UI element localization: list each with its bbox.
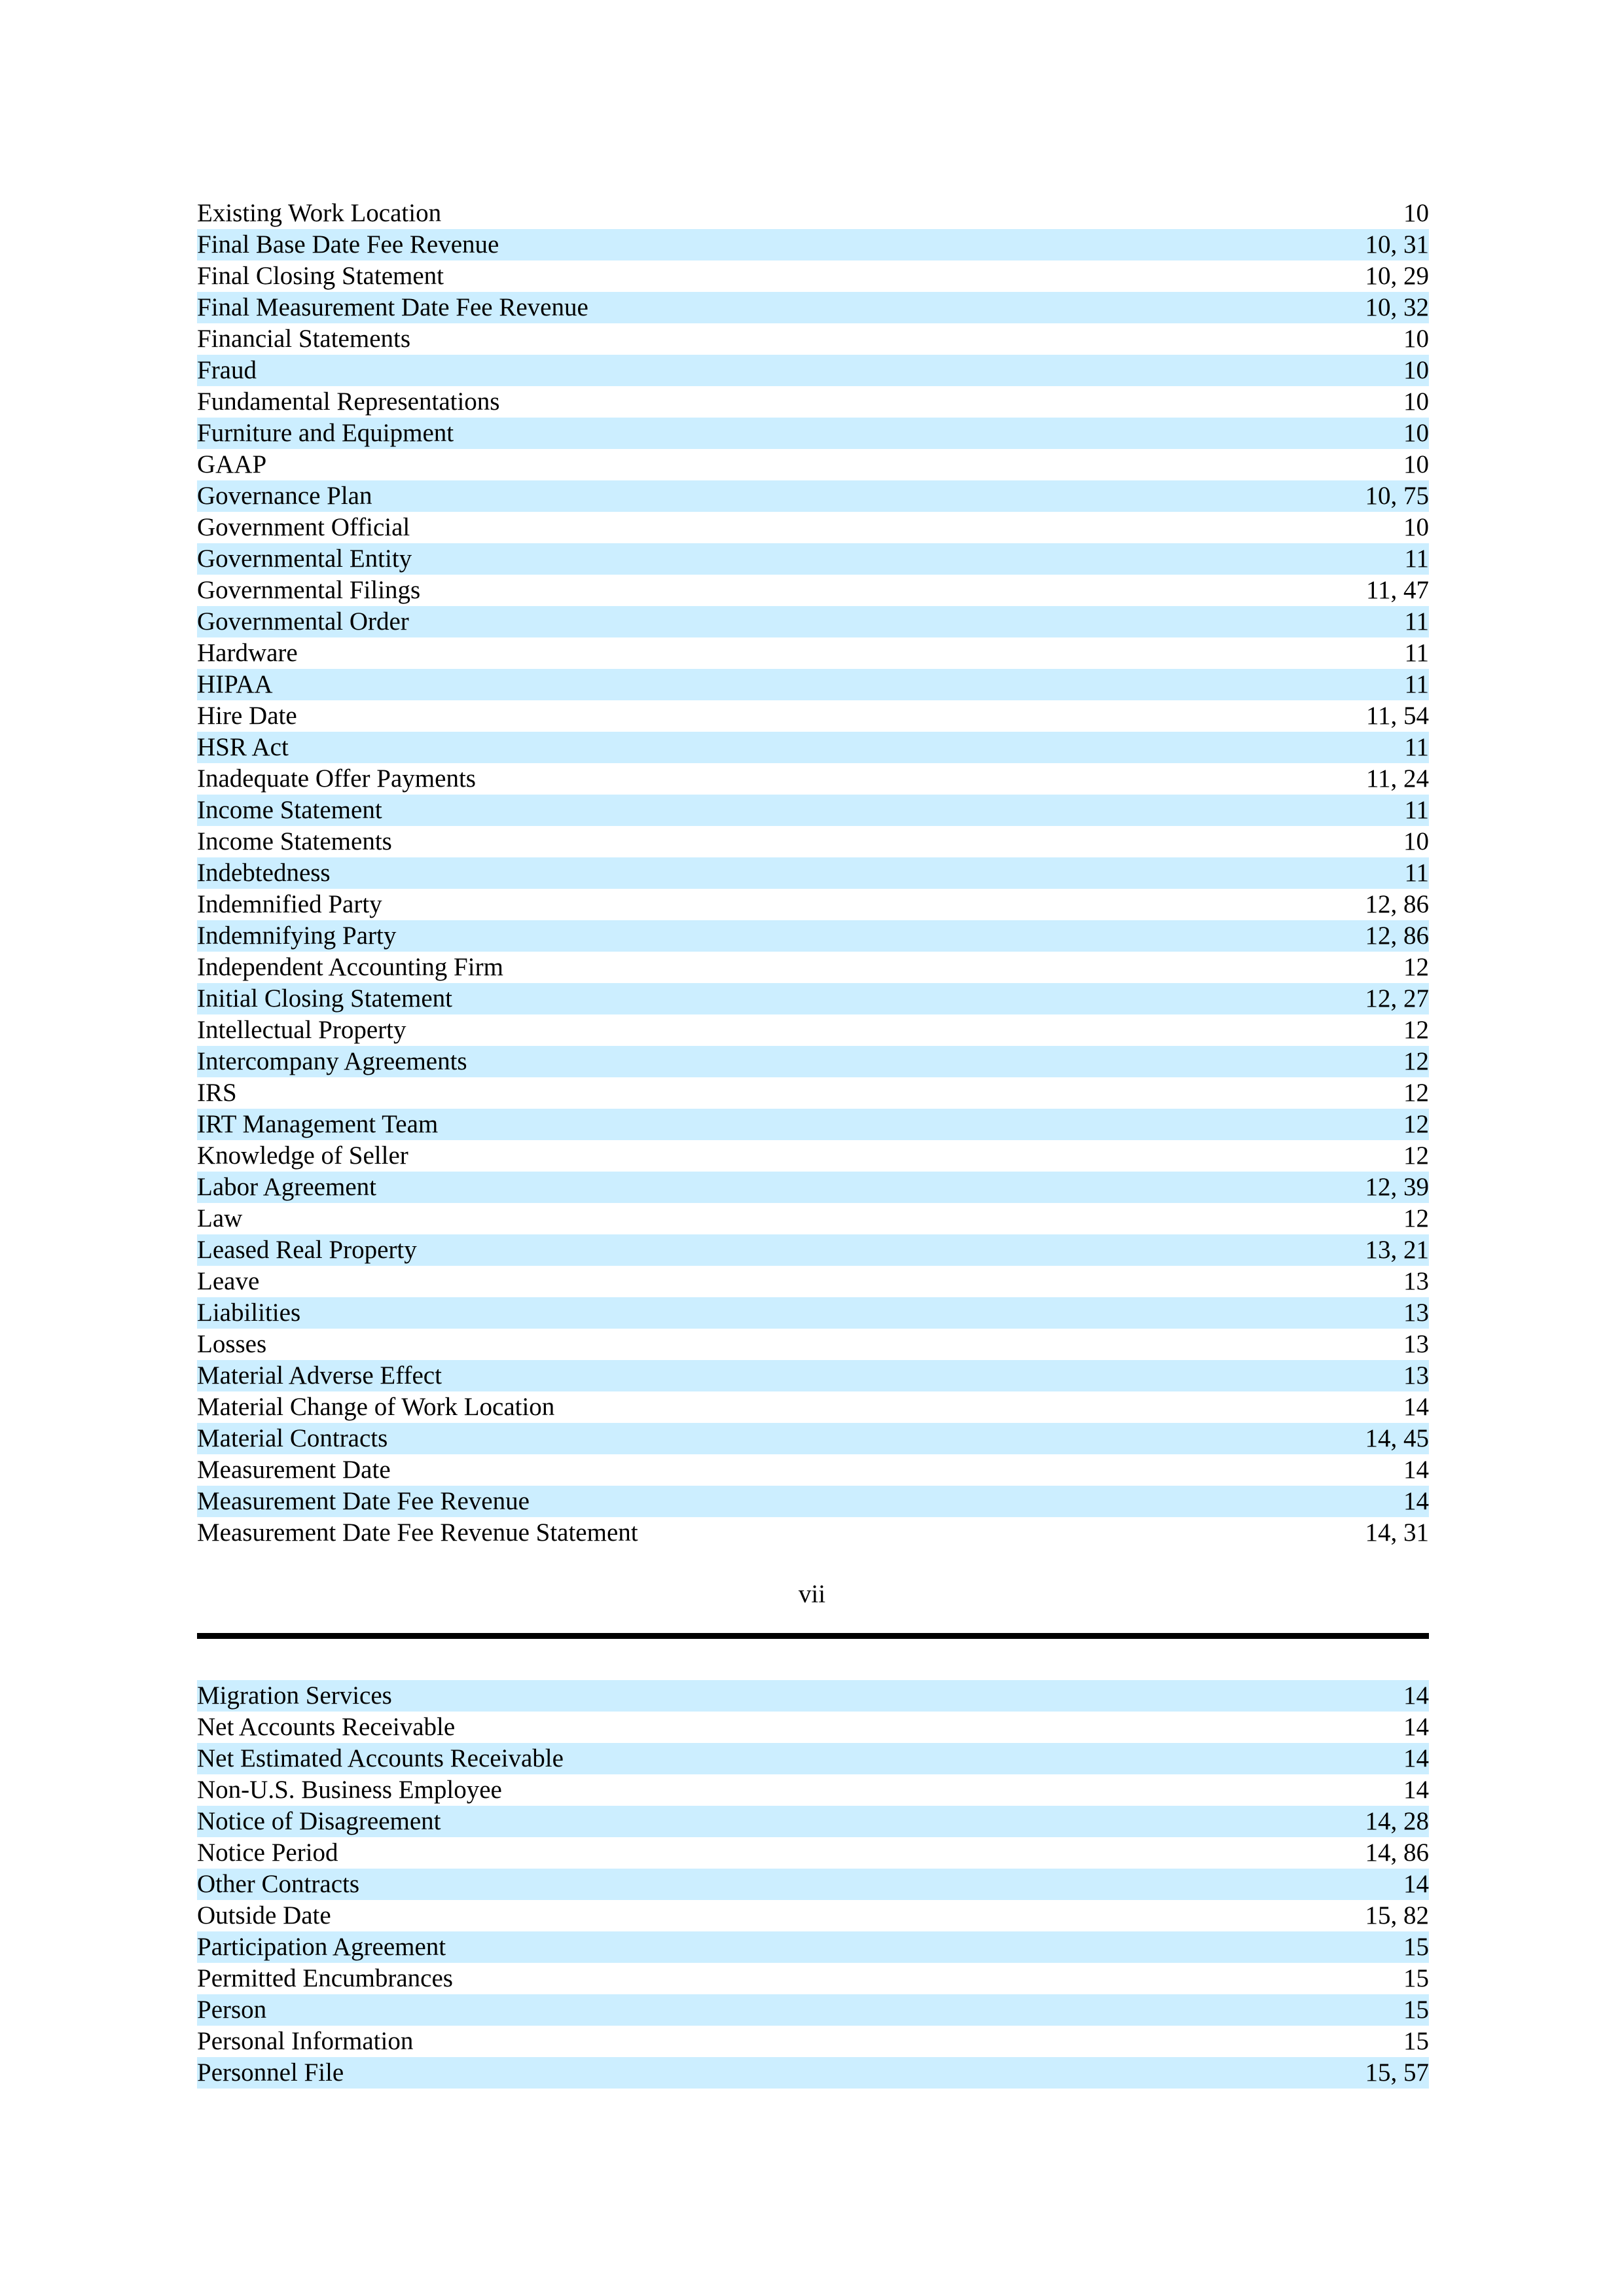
index-row — [197, 292, 1429, 323]
index-row — [197, 857, 1429, 889]
defined-terms-index-bottom — [197, 1680, 1429, 2089]
index-row — [197, 732, 1429, 763]
index-page-refs: 12, 27 — [1365, 984, 1429, 1013]
index-page-refs: 12, 86 — [1365, 922, 1429, 950]
index-row — [197, 669, 1429, 700]
index-page-refs: 14 — [1403, 1776, 1429, 1804]
index-term: Indemnified Party — [197, 890, 382, 918]
index-term: Governance Plan — [197, 482, 372, 510]
index-page-refs: 11, 47 — [1365, 576, 1429, 604]
index-row — [197, 1391, 1429, 1423]
index-page-refs: 14 — [1403, 1456, 1429, 1484]
index-page-refs: 14, 31 — [1365, 1518, 1429, 1547]
index-page-refs: 15, 82 — [1365, 1901, 1429, 1929]
index-term: Measurement Date — [197, 1456, 391, 1484]
index-term: Leased Real Property — [197, 1236, 417, 1264]
index-term: Income Statements — [197, 827, 392, 855]
index-term: Fraud — [197, 356, 257, 384]
index-row — [197, 889, 1429, 920]
index-term: Non-U.S. Business Employee — [197, 1776, 502, 1804]
index-page-refs: 11 — [1404, 733, 1429, 761]
index-term: Existing Work Location — [197, 199, 442, 227]
page-number: vii — [798, 1580, 826, 1608]
index-row — [197, 1297, 1429, 1329]
index-row — [197, 1454, 1429, 1486]
index-row — [197, 952, 1429, 983]
index-row — [197, 920, 1429, 952]
index-page-refs: 12 — [1403, 1204, 1429, 1232]
index-row — [197, 1172, 1429, 1203]
index-term: Governmental Entity — [197, 545, 412, 573]
defined-terms-index-top — [197, 198, 1429, 1549]
index-term: Personal Information — [197, 2027, 414, 2055]
index-row — [197, 1360, 1429, 1391]
index-page-refs: 12, 86 — [1365, 890, 1429, 918]
index-term: Notice of Disagreement — [197, 1807, 441, 1835]
index-row — [197, 2026, 1429, 2057]
index-page-refs: 13 — [1403, 1267, 1429, 1295]
index-page-refs: 11 — [1404, 639, 1429, 667]
index-term: Knowledge of Seller — [197, 1141, 408, 1170]
index-term: HIPAA — [197, 670, 273, 698]
index-page-refs: 12, 39 — [1365, 1173, 1429, 1201]
index-page-refs: 10, 31 — [1365, 230, 1429, 259]
index-row — [197, 637, 1429, 669]
index-term: Furniture and Equipment — [197, 419, 454, 447]
index-term: Final Closing Statement — [197, 262, 444, 290]
index-page-refs: 12 — [1403, 1110, 1429, 1138]
index-term: Net Estimated Accounts Receivable — [197, 1744, 564, 1772]
index-term: IRT Management Team — [197, 1110, 439, 1138]
index-term: Independent Accounting Firm — [197, 953, 503, 981]
index-row — [197, 1806, 1429, 1837]
index-term: Outside Date — [197, 1901, 331, 1929]
index-term: IRS — [197, 1079, 237, 1107]
index-term: Governmental Filings — [197, 576, 421, 604]
index-page-refs: 14 — [1403, 1681, 1429, 1710]
index-term: Personnel File — [197, 2058, 344, 2087]
index-row — [197, 826, 1429, 857]
index-term: Intercompany Agreements — [197, 1047, 467, 1075]
index-row — [197, 1109, 1429, 1140]
index-page-refs: 14 — [1403, 1744, 1429, 1772]
index-page-refs: 10 — [1403, 325, 1429, 353]
index-row — [197, 575, 1429, 606]
index-row — [197, 795, 1429, 826]
index-row — [197, 480, 1429, 512]
index-term: Measurement Date Fee Revenue — [197, 1487, 530, 1515]
index-term: Liabilities — [197, 1299, 301, 1327]
index-term: Measurement Date Fee Revenue Statement — [197, 1518, 638, 1547]
index-row — [197, 700, 1429, 732]
index-row — [197, 1234, 1429, 1266]
index-term: Hardware — [197, 639, 298, 667]
index-term: Final Base Date Fee Revenue — [197, 230, 499, 259]
index-row — [197, 1046, 1429, 1077]
index-term: Inadequate Offer Payments — [197, 764, 476, 793]
index-page-refs: 10 — [1403, 513, 1429, 541]
index-term: Losses — [197, 1330, 267, 1358]
index-term: Leave — [197, 1267, 260, 1295]
index-page-refs: 10 — [1403, 450, 1429, 478]
index-page-refs: 12 — [1403, 1079, 1429, 1107]
index-row — [197, 1994, 1429, 2026]
page-break-rule — [197, 1633, 1429, 1639]
index-page-refs: 15 — [1403, 1964, 1429, 1992]
index-term: GAAP — [197, 450, 267, 478]
index-term: Permitted Encumbrances — [197, 1964, 453, 1992]
index-row — [197, 1963, 1429, 1994]
index-row — [197, 1680, 1429, 1712]
index-row — [197, 543, 1429, 575]
index-page-refs: 15 — [1403, 1996, 1429, 2024]
index-term: Law — [197, 1204, 243, 1232]
index-term: Governmental Order — [197, 607, 409, 636]
index-row — [197, 323, 1429, 355]
index-page-refs: 10, 32 — [1365, 293, 1429, 321]
index-page-refs: 14 — [1403, 1393, 1429, 1421]
index-page-refs: 14, 45 — [1365, 1424, 1429, 1452]
index-row — [197, 355, 1429, 386]
index-term: Hire Date — [197, 702, 297, 730]
index-term: Material Contracts — [197, 1424, 388, 1452]
index-page-refs: 13 — [1403, 1299, 1429, 1327]
index-page-refs: 15 — [1403, 2027, 1429, 2055]
index-term: Final Measurement Date Fee Revenue — [197, 293, 588, 321]
index-page-refs: 12 — [1403, 953, 1429, 981]
index-term: Participation Agreement — [197, 1933, 446, 1961]
index-page-refs: 12 — [1403, 1016, 1429, 1044]
index-row — [197, 1140, 1429, 1172]
index-term: Person — [197, 1996, 267, 2024]
index-term: Other Contracts — [197, 1870, 360, 1898]
index-row — [197, 386, 1429, 418]
index-row — [197, 1423, 1429, 1454]
index-page-refs: 11 — [1404, 670, 1429, 698]
index-row — [197, 1837, 1429, 1869]
index-page-refs: 10, 75 — [1365, 482, 1429, 510]
index-page-refs: 10 — [1403, 387, 1429, 416]
index-page-refs: 15, 57 — [1365, 2058, 1429, 2087]
index-row — [197, 512, 1429, 543]
index-term: Labor Agreement — [197, 1173, 376, 1201]
index-row — [197, 1486, 1429, 1517]
index-page-refs: 11 — [1404, 859, 1429, 887]
index-page-refs: 14 — [1403, 1487, 1429, 1515]
index-row — [197, 449, 1429, 480]
index-row — [197, 1329, 1429, 1360]
index-page-refs: 12 — [1403, 1047, 1429, 1075]
index-term: Intellectual Property — [197, 1016, 406, 1044]
index-term: Indemnifying Party — [197, 922, 397, 950]
index-page-refs: 10, 29 — [1365, 262, 1429, 290]
index-row — [197, 1266, 1429, 1297]
index-page-refs: 10 — [1403, 356, 1429, 384]
index-row — [197, 1077, 1429, 1109]
index-row — [197, 1743, 1429, 1774]
index-page-refs: 14, 86 — [1365, 1839, 1429, 1867]
index-term: Financial Statements — [197, 325, 411, 353]
index-row — [197, 1014, 1429, 1046]
index-page-refs: 13 — [1403, 1361, 1429, 1390]
index-page-refs: 11 — [1404, 545, 1429, 573]
index-term: Fundamental Representations — [197, 387, 500, 416]
index-page-refs: 15 — [1403, 1933, 1429, 1961]
index-term: Notice Period — [197, 1839, 338, 1867]
index-row — [197, 1869, 1429, 1900]
index-row — [197, 1774, 1429, 1806]
index-page-refs: 11 — [1404, 796, 1429, 824]
index-term: Net Accounts Receivable — [197, 1713, 456, 1741]
index-term: Income Statement — [197, 796, 382, 824]
index-page-refs: 11 — [1404, 607, 1429, 636]
index-page-refs: 14 — [1403, 1713, 1429, 1741]
index-row — [197, 260, 1429, 292]
index-term: Migration Services — [197, 1681, 392, 1710]
index-row — [197, 606, 1429, 637]
index-row — [197, 1712, 1429, 1743]
index-term: HSR Act — [197, 733, 289, 761]
index-page-refs: 13, 21 — [1365, 1236, 1429, 1264]
index-page-refs: 14 — [1403, 1870, 1429, 1898]
index-row — [197, 1931, 1429, 1963]
index-term: Government Official — [197, 513, 410, 541]
index-page-refs: 13 — [1403, 1330, 1429, 1358]
index-page-refs: 14, 28 — [1365, 1807, 1429, 1835]
index-page-refs: 10 — [1403, 199, 1429, 227]
index-row — [197, 763, 1429, 795]
index-row — [197, 2057, 1429, 2089]
index-term: Indebtedness — [197, 859, 331, 887]
index-page-refs: 10 — [1403, 827, 1429, 855]
index-row — [197, 1203, 1429, 1234]
index-row — [197, 418, 1429, 449]
index-row — [197, 1517, 1429, 1549]
index-page-refs: 12 — [1403, 1141, 1429, 1170]
index-page-refs: 10 — [1403, 419, 1429, 447]
index-row — [197, 983, 1429, 1014]
index-row — [197, 1900, 1429, 1931]
index-row — [197, 198, 1429, 229]
index-page-refs: 11, 54 — [1365, 702, 1429, 730]
index-page-refs: 11, 24 — [1365, 764, 1429, 793]
index-row — [197, 229, 1429, 260]
index-term: Material Adverse Effect — [197, 1361, 442, 1390]
index-term: Initial Closing Statement — [197, 984, 452, 1013]
index-term: Material Change of Work Location — [197, 1393, 555, 1421]
